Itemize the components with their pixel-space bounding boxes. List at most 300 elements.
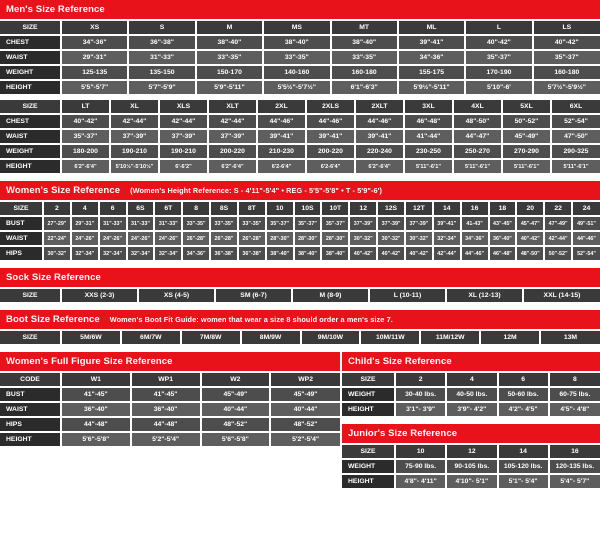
boot-title-subtext: Women's Boot Fit Guide: women that wear a size 8 should order a men's size 7. [109, 315, 393, 324]
womens-title-text: Women's Size Reference [6, 185, 121, 196]
table-cell: 30-40 lbs. [395, 387, 446, 402]
boot-section-title [0, 310, 600, 331]
table-cell: 35"-37" [61, 129, 110, 144]
juniors-size-section [342, 424, 600, 490]
column-header: ML [398, 21, 465, 35]
mens-size-table-2 [0, 100, 600, 175]
table-cell: 48"-52" [201, 417, 271, 432]
table-cell: 5'2"-5'4" [270, 432, 340, 447]
table-cell: 43"-45" [489, 216, 517, 231]
table-cell: 6'2"-6'4" [355, 159, 404, 174]
table-cell: 35"-37" [321, 216, 349, 231]
table-cell: 40"-44" [201, 402, 271, 417]
column-header: M [196, 21, 263, 35]
juniors-section-title: Junior's Size Reference [342, 424, 600, 445]
childs-juniors-column [342, 352, 600, 490]
table-row [0, 35, 600, 50]
column-header: XL [110, 100, 159, 114]
table-cell: 290-325 [551, 144, 600, 159]
column-header: 2XLT [355, 100, 404, 114]
table-cell: 5'5"-5'7" [61, 80, 128, 95]
row-label: WAIST [0, 129, 61, 144]
table-cell: 5'1"- 5'4" [498, 474, 549, 489]
table-cell: 40"-42" [465, 35, 532, 50]
table-cell: 150-170 [196, 65, 263, 80]
table-cell: 36"-38" [210, 246, 238, 261]
column-header: WP1 [131, 373, 201, 387]
column-header: 10 [395, 445, 446, 459]
table-cell: 6'2-6'4" [257, 159, 306, 174]
column-header: 2 [395, 373, 446, 387]
table-cell: 40"-42" [405, 246, 433, 261]
table-cell: 37"-39" [405, 216, 433, 231]
column-header: LS [533, 21, 600, 35]
table-cell: 4'5"- 4'8" [549, 402, 600, 417]
column-header: 10T [321, 202, 349, 216]
table-cell: 42"-44" [544, 231, 572, 246]
column-header: 10S [294, 202, 322, 216]
column-header: 8T [238, 202, 266, 216]
table-cell: 270-290 [502, 144, 551, 159]
table-cell: 37"-39" [349, 216, 377, 231]
table-cell: 35"-37" [533, 50, 600, 65]
table-cell: 48"-50" [516, 246, 544, 261]
column-header: XLS [159, 100, 208, 114]
womens-full-figure-table [0, 373, 340, 448]
column-header: XS (4-5) [138, 289, 215, 303]
table-cell: 90-105 lbs. [446, 459, 497, 474]
table-cell: 44"-46" [572, 231, 600, 246]
table-cell: 28"-30" [266, 231, 294, 246]
column-header: 16 [461, 202, 489, 216]
table-cell: 41-43" [461, 216, 489, 231]
table-cell: 31"-33" [99, 216, 127, 231]
column-header: 13M [540, 331, 600, 345]
table-cell: 30"-32" [405, 231, 433, 246]
column-header: L (10-11) [369, 289, 446, 303]
table-cell: 5'4"- 5'7" [549, 474, 600, 489]
table-cell: 44"-46" [257, 114, 306, 129]
column-header: 8 [549, 373, 600, 387]
table-cell: 50"-52" [544, 246, 572, 261]
row-label: WEIGHT [0, 144, 61, 159]
table-cell: 38"-40" [266, 246, 294, 261]
table-cell: 6'2"-6'4" [208, 159, 257, 174]
table-cell: 35"-37" [266, 216, 294, 231]
table-cell: 52"-54" [551, 114, 600, 129]
column-header: XXL (14-15) [523, 289, 600, 303]
table-cell: 26"-28" [210, 231, 238, 246]
table-cell: 39"-41" [257, 129, 306, 144]
column-header: SIZE [342, 373, 395, 387]
row-label: WEIGHT [342, 459, 395, 474]
table-cell: 44"-48" [61, 417, 131, 432]
table-cell: 45"-49" [270, 387, 340, 402]
table-cell: 39"-41" [433, 216, 461, 231]
column-header: XS [61, 21, 128, 35]
table-cell: 38"-40" [196, 35, 263, 50]
column-header: 6T [154, 202, 182, 216]
column-header: 6XL [551, 100, 600, 114]
table-cell: 29"-31" [71, 216, 99, 231]
table-row [0, 373, 340, 387]
table-cell: 28"-30" [294, 231, 322, 246]
row-label: HEIGHT [0, 159, 61, 174]
table-cell: 36"-38" [238, 246, 266, 261]
table-row [342, 387, 600, 402]
table-row [0, 202, 600, 216]
sock-size-table [0, 289, 600, 304]
table-cell: 33"-35" [331, 50, 398, 65]
table-cell: 46"-48" [404, 114, 453, 129]
table-cell: 5'11"-6'1" [502, 159, 551, 174]
table-cell: 5'9½"-5'11" [398, 80, 465, 95]
column-header: W2 [201, 373, 271, 387]
column-header: SIZE [0, 100, 61, 114]
table-cell: 40"-42" [533, 35, 600, 50]
table-row [0, 144, 600, 159]
table-cell: 5'7"-5'9" [128, 80, 195, 95]
table-cell: 5'6"-5'8" [201, 432, 271, 447]
table-cell: 36"-38" [128, 35, 195, 50]
column-header: 12 [349, 202, 377, 216]
table-cell: 60-75 lbs. [549, 387, 600, 402]
table-cell: 39"-41" [398, 35, 465, 50]
womens-size-section [0, 181, 600, 262]
table-cell: 6'-6'2" [159, 159, 208, 174]
table-cell: 5'10½"-5'10½" [110, 159, 159, 174]
table-row [0, 417, 340, 432]
column-header: 6 [498, 373, 549, 387]
table-cell: 31"-33" [127, 216, 155, 231]
table-cell: 3'1"- 3'9" [395, 402, 446, 417]
column-header: 2XL [257, 100, 306, 114]
table-cell: 45"-47" [516, 216, 544, 231]
column-header: MT [331, 21, 398, 35]
column-header: SIZE [0, 289, 61, 303]
column-header: 12S [377, 202, 405, 216]
table-cell: 155-175 [398, 65, 465, 80]
row-label: WEIGHT [342, 387, 395, 402]
table-cell: 40"-42" [516, 231, 544, 246]
row-label: WAIST [0, 231, 43, 246]
column-header: 8 [182, 202, 210, 216]
childs-section-title: Child's Size Reference [342, 352, 600, 373]
table-cell: 34"-36" [182, 246, 210, 261]
row-label: WAIST [0, 402, 61, 417]
table-cell: 45"-49" [201, 387, 271, 402]
childs-size-table [342, 373, 600, 418]
table-cell: 190-210 [110, 144, 159, 159]
table-cell: 36"-40" [489, 231, 517, 246]
table-row [0, 289, 600, 303]
column-header: 9M/10W [301, 331, 361, 345]
table-cell: 30"-32" [377, 231, 405, 246]
row-label: HIPS [0, 417, 61, 432]
table-cell: 135-150 [128, 65, 195, 80]
sock-section-title: Sock Size Reference [0, 268, 600, 289]
table-row [0, 129, 600, 144]
table-cell: 3'9"- 4'2" [446, 402, 497, 417]
row-label: CHEST [0, 35, 61, 50]
table-cell: 37"-39" [208, 129, 257, 144]
column-header: 5XL [502, 100, 551, 114]
mens-size-section [0, 0, 600, 175]
column-header: M (8-9) [292, 289, 369, 303]
table-cell: 5'2"-5'4" [131, 432, 201, 447]
table-cell: 140-160 [263, 65, 330, 80]
table-cell: 37"-39" [377, 216, 405, 231]
table-cell: 24"-26" [127, 231, 155, 246]
column-header: 12M [480, 331, 540, 345]
column-header: 2 [43, 202, 71, 216]
table-row [0, 21, 600, 35]
table-cell: 44"-46" [461, 246, 489, 261]
table-row [342, 402, 600, 417]
table-row [342, 445, 600, 459]
table-cell: 6'1"-6'3" [331, 80, 398, 95]
table-cell: 160-180 [533, 65, 600, 80]
table-cell: 31"-33" [128, 50, 195, 65]
column-header: SM (6-7) [215, 289, 292, 303]
table-cell: 42"-44" [433, 246, 461, 261]
table-cell: 5'11"-6'1" [551, 159, 600, 174]
table-cell: 33"-35" [263, 50, 330, 65]
table-cell: 33"-35" [182, 216, 210, 231]
table-cell: 32"-34" [154, 246, 182, 261]
table-row [0, 387, 340, 402]
column-header: L [465, 21, 532, 35]
table-cell: 75-90 lbs. [395, 459, 446, 474]
table-cell: 200-220 [208, 144, 257, 159]
table-cell: 50-60 lbs. [498, 387, 549, 402]
column-header: 20 [516, 202, 544, 216]
column-header: 12T [405, 202, 433, 216]
table-cell: 49"-51" [572, 216, 600, 231]
mens-section-title: Men's Size Reference [0, 0, 600, 21]
column-header: W1 [61, 373, 131, 387]
table-cell: 39"-41" [355, 129, 404, 144]
column-header: 6 [99, 202, 127, 216]
table-cell: 28"-30" [321, 231, 349, 246]
table-cell: 42"-44" [110, 114, 159, 129]
column-header: SIZE [0, 202, 43, 216]
row-label: HEIGHT [0, 432, 61, 447]
table-cell: 35"-37" [465, 50, 532, 65]
table-cell: 34"-36" [398, 50, 465, 65]
table-row [0, 432, 340, 447]
table-cell: 38"-40" [263, 35, 330, 50]
table-cell: 47"-49" [544, 216, 572, 231]
column-header: CODE [0, 373, 61, 387]
table-cell: 5'11"-6'1" [453, 159, 502, 174]
column-header: 4 [446, 373, 497, 387]
column-header: 11M/12W [420, 331, 480, 345]
boot-size-section [0, 310, 600, 346]
table-cell: 42"-44" [159, 114, 208, 129]
table-cell: 48"-50" [453, 114, 502, 129]
table-cell: 24"-26" [71, 231, 99, 246]
row-label: HEIGHT [342, 474, 395, 489]
column-header: 16 [549, 445, 600, 459]
column-header: S [128, 21, 195, 35]
juniors-size-table [342, 445, 600, 490]
table-cell: 48"-52" [270, 417, 340, 432]
table-cell: 34"-36" [461, 231, 489, 246]
row-label: HIPS [0, 246, 43, 261]
womens-section-title [0, 181, 600, 202]
table-cell: 46"-48" [489, 246, 517, 261]
table-cell: 40"-42" [61, 114, 110, 129]
table-cell: 24"-26" [99, 231, 127, 246]
table-cell: 30"-32" [43, 246, 71, 261]
table-row [0, 246, 600, 261]
table-row [0, 159, 600, 174]
table-cell: 36"-40" [61, 402, 131, 417]
table-cell: 40"-42" [349, 246, 377, 261]
column-header: WP2 [270, 373, 340, 387]
table-cell: 5'7½"-5'9½" [533, 80, 600, 95]
table-cell: 38"-40" [321, 246, 349, 261]
table-cell: 44"-47" [453, 129, 502, 144]
table-cell: 52"-54" [572, 246, 600, 261]
table-cell: 33"-35" [238, 216, 266, 231]
table-cell: 41"-45" [131, 387, 201, 402]
boot-size-table [0, 331, 600, 346]
column-header: 12 [446, 445, 497, 459]
table-cell: 230-250 [404, 144, 453, 159]
row-label: HEIGHT [342, 402, 395, 417]
table-cell: 42"-44" [208, 114, 257, 129]
table-cell: 33"-35" [210, 216, 238, 231]
table-cell: 44"-46" [355, 114, 404, 129]
table-cell: 160-180 [331, 65, 398, 80]
column-header: XXS (2-3) [61, 289, 138, 303]
mens-size-table-1 [0, 21, 600, 96]
boot-title-text: Boot Size Reference [6, 314, 100, 325]
table-cell: 38"-40" [294, 246, 322, 261]
table-cell: 4'10"- 5'1" [446, 474, 497, 489]
table-cell: 29"-31" [61, 50, 128, 65]
table-cell: 190-210 [159, 144, 208, 159]
table-row [0, 100, 600, 114]
column-header: 8S [210, 202, 238, 216]
table-cell: 5'11"-6'1" [404, 159, 453, 174]
table-cell: 32"-34" [71, 246, 99, 261]
column-header: 4XL [453, 100, 502, 114]
row-label: BUST [0, 216, 43, 231]
childs-size-section [342, 352, 600, 418]
table-cell: 22"-24" [43, 231, 71, 246]
table-row [342, 459, 600, 474]
column-header: 5M/6W [61, 331, 121, 345]
womens-title-subtext: (Women's Height Reference: S - 4'11"-5'4" • REG - 5'5"-5'8" • T - 5'9"-6') [130, 186, 382, 195]
column-header: 8M/9W [241, 331, 301, 345]
table-cell: 41"-44" [404, 129, 453, 144]
table-cell: 210-230 [257, 144, 306, 159]
table-cell: 27"-29" [43, 216, 71, 231]
column-header: SIZE [0, 331, 61, 345]
table-row [0, 65, 600, 80]
column-header: 24 [572, 202, 600, 216]
table-cell: 5'9"-5'11" [196, 80, 263, 95]
table-cell: 31"-33" [154, 216, 182, 231]
table-cell: 26"-28" [182, 231, 210, 246]
table-row [342, 373, 600, 387]
column-header: 10M/11W [360, 331, 420, 345]
column-header: XL (12-13) [446, 289, 523, 303]
table-row [0, 331, 600, 345]
table-cell: 250-270 [453, 144, 502, 159]
table-cell: 34"-36" [61, 35, 128, 50]
table-cell: 37"-39" [159, 129, 208, 144]
table-row [0, 402, 340, 417]
column-header: 7M/8W [181, 331, 241, 345]
womens-full-section-title: Women's Full Figure Size Reference [0, 352, 340, 373]
column-header: LT [61, 100, 110, 114]
table-cell: 32"-34" [127, 246, 155, 261]
table-row [0, 80, 600, 95]
table-row [0, 50, 600, 65]
column-header: 22 [544, 202, 572, 216]
bottom-two-column-area [0, 352, 600, 490]
table-row [0, 231, 600, 246]
table-cell: 200-220 [306, 144, 355, 159]
table-cell: 33"-35" [196, 50, 263, 65]
table-row [342, 474, 600, 489]
table-cell: 35"-37" [294, 216, 322, 231]
row-label: WEIGHT [0, 65, 61, 80]
table-cell: 36"-40" [131, 402, 201, 417]
column-header: 4 [71, 202, 99, 216]
table-cell: 37"-39" [110, 129, 159, 144]
column-header: 3XL [404, 100, 453, 114]
table-cell: 4'2"- 4'5" [498, 402, 549, 417]
table-cell: 38"-40" [331, 35, 398, 50]
table-cell: 32"-34" [433, 231, 461, 246]
column-header: 2XLS [306, 100, 355, 114]
table-cell: 220-240 [355, 144, 404, 159]
row-label: WAIST [0, 50, 61, 65]
table-cell: 39"-41" [306, 129, 355, 144]
table-cell: 4'8"- 4'11" [395, 474, 446, 489]
table-cell: 6'2-6'4" [306, 159, 355, 174]
column-header: MS [263, 21, 330, 35]
table-cell: 120-135 lbs. [549, 459, 600, 474]
column-header: 6M/7W [121, 331, 181, 345]
column-header: XLT [208, 100, 257, 114]
table-cell: 40-50 lbs. [446, 387, 497, 402]
table-cell: 5'5½"-5'7½" [263, 80, 330, 95]
womens-size-table [0, 202, 600, 262]
table-cell: 26"-28" [238, 231, 266, 246]
column-header: SIZE [342, 445, 395, 459]
table-cell: 40"-42" [377, 246, 405, 261]
table-cell: 170-190 [465, 65, 532, 80]
row-label: CHEST [0, 114, 61, 129]
table-cell: 5'10"-6' [465, 80, 532, 95]
column-header: 10 [266, 202, 294, 216]
table-cell: 30"-32" [349, 231, 377, 246]
table-cell: 44"-46" [306, 114, 355, 129]
table-cell: 40"-44" [270, 402, 340, 417]
table-row [0, 216, 600, 231]
column-header: 18 [489, 202, 517, 216]
table-cell: 47"-50" [551, 129, 600, 144]
column-header: 14 [498, 445, 549, 459]
row-label: HEIGHT [0, 80, 61, 95]
sock-size-section [0, 268, 600, 304]
